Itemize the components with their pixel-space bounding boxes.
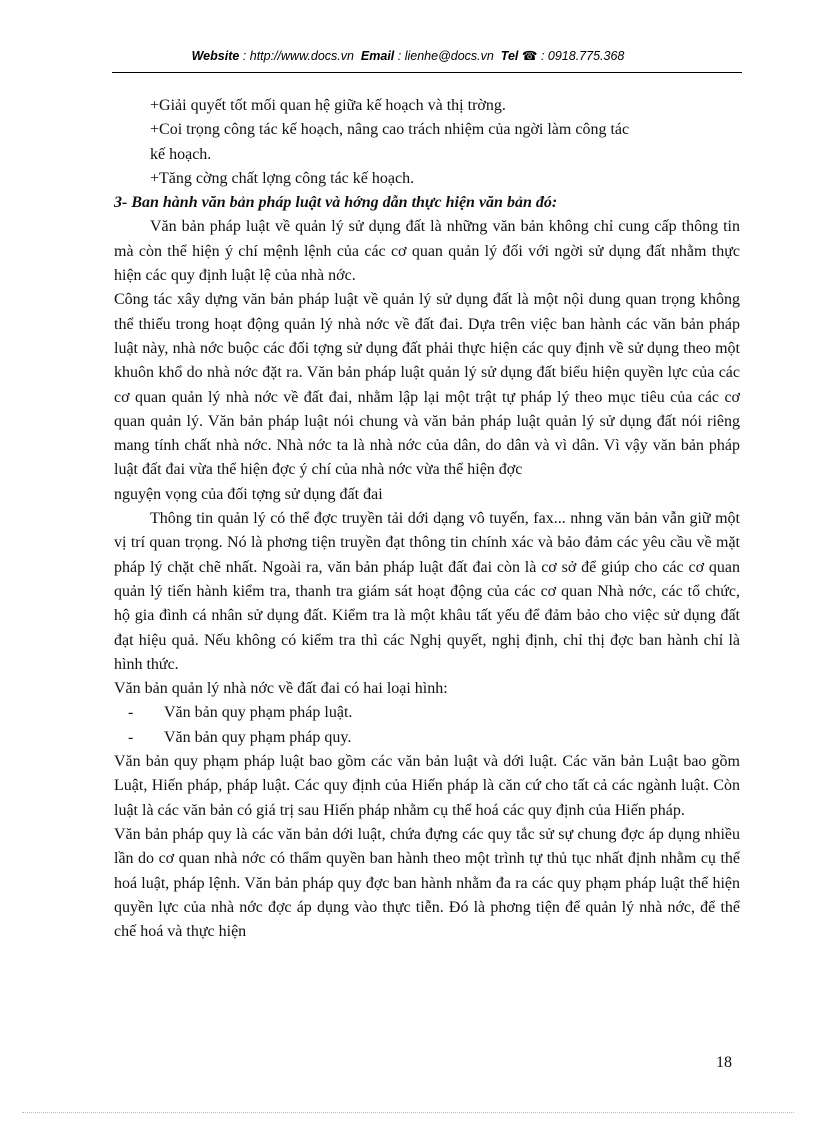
paragraph: Văn bản quản lý nhà nớc về đất đai có hai loại hình: [114,680,448,698]
paragraph: Thông tin quản lý có thể đợc truyền tải dới dạng vô tuyến, fax... nhng văn bản vẫn giữ một vị trí quan trọng. Nó là phơng tiện truyền đạt thông tin chính xác và bảo đảm các yêu cầu về mặt pháp lý chặt chẽ nhất. Ngoài ra, văn bản pháp luật đất đai còn là cơ sở để giúp cho các cơ quan quản lý tiến hành kiểm tra, thanh tra giám sát hoạt động của các cơ quan Nhà nớc, các tổ chức, hộ gia đình cá nhân sử dụng đất. Kiểm tra là một khâu tất yếu để đảm bảo cho việc sử dụng đất đạt hiệu quả. Nếu không có kiểm tra thì các Nghị quyết, nghị định, chỉ thị đợc ban hành chỉ là hình thức. [114,510,740,673]
footer-divider [22,1112,794,1113]
website-value: : http://www.docs.vn [242,49,354,63]
document-body [114,94,740,944]
phone-icon: ☎ [521,49,538,63]
bullet-item [114,701,740,725]
list-item: +Giải quyết tốt mối quan hệ giữa kế hoạch và thị trờng. [150,97,506,114]
list-item: +Tăng cờng chất lợng công tác kế hoạch. [150,169,415,187]
header-divider [112,72,742,73]
list-item-continuation: kế hoạch. [150,145,212,163]
website-label: Website [191,49,240,63]
tel-value: : 0918.775.368 [540,49,625,63]
paragraph: Văn bản pháp quy là các văn bản dới luật, chứa đựng các quy tắc sử sự chung đợc áp dụng nhiều lần do cơ quan nhà nớc có thẩm quyền ban hành theo một trình tự thủ tục nhất định nhằm cụ thể hoá luật, pháp lệnh. Văn bản pháp quy đợc ban hành nhằm đa ra các quy phạm pháp luật thể hiện quyền lực của nhà nớc đợc áp dụng vào thực tiễn. Đó là phơng tiện để quản lý nhà nớc, để thể chế hoá và thực hiện [114,825,740,941]
page-number: 18 [716,1054,732,1071]
tel-label: Tel [500,49,519,63]
email-label: Email [360,49,395,63]
email-value: : lienhe@docs.vn [397,49,494,63]
paragraph: Công tác xây dựng văn bản pháp luật về quản lý sử dụng đất là một nội dung quan trọng không thể thiếu trong hoạt động quản lý nhà nớc về đất đai. Dựa trên việc ban hành các văn bản pháp luật này, nhà nớc buộc các đối tợng sử dụng đất phải thực hiện các quy định về sử dụng theo một khuôn khổ do nhà nớc đặt ra. Văn bản pháp luật quản lý sử dụng đất biểu hiện quyền lực của các cơ quan quản lý nhà nớc về đất đai, nhằm lập lại một trật tự pháp lý theo mục tiêu của các cơ quan quản lý. Văn bản pháp luật nói chung và văn bản pháp luật quản lý sử dụng đất nói riêng mang tính chất nhà nớc. Nhà nớc ta là nhà nớc của dân, do dân và vì dân. Vì vậy văn bản pháp luật đất đai vừa thể hiện đợc ý chí của nhà nớc vừa thể hiện đợc [114,291,740,479]
bullet-text: Văn bản quy phạm pháp luật. [164,704,353,722]
section-heading: 3- Ban hành văn bản pháp luật và hớng dẫn thực hiện văn bản đó: [114,194,558,212]
bullet-text: Văn bản quy phạm pháp quy. [164,728,352,746]
paragraph: Văn bản quy phạm pháp luật bao gồm các văn bản luật và dới luật. Các văn bản Luật bao gồm Luật, Hiến pháp, pháp luật. Các quy định của Hiến pháp là căn cứ cho tất cả các ngành luật. Còn luật là các văn bản có giá trị sau Hiến pháp nhằm cụ thể hoá các quy định của Hiến pháp. [114,753,740,819]
bullet-mark: - [128,728,134,746]
paragraph: Văn bản pháp luật về quản lý sử dụng đất là những văn bản không chỉ cung cấp thông tin mà còn thể hiện ý chí mệnh lệnh của các cơ quan quản lý đối với ngời sử dụng đất nhằm thực hiện các quy định luật lệ của nhà nớc. [114,218,740,285]
list-item: +Coi trọng công tác kế hoạch, nâng cao trách nhiệm của ngời làm công tác [150,121,630,139]
bullet-mark: - [128,704,134,722]
paragraph: nguyện vọng của đối tợng sử dụng đất đai [114,485,383,503]
bullet-item [114,726,740,750]
page-header [0,48,816,63]
